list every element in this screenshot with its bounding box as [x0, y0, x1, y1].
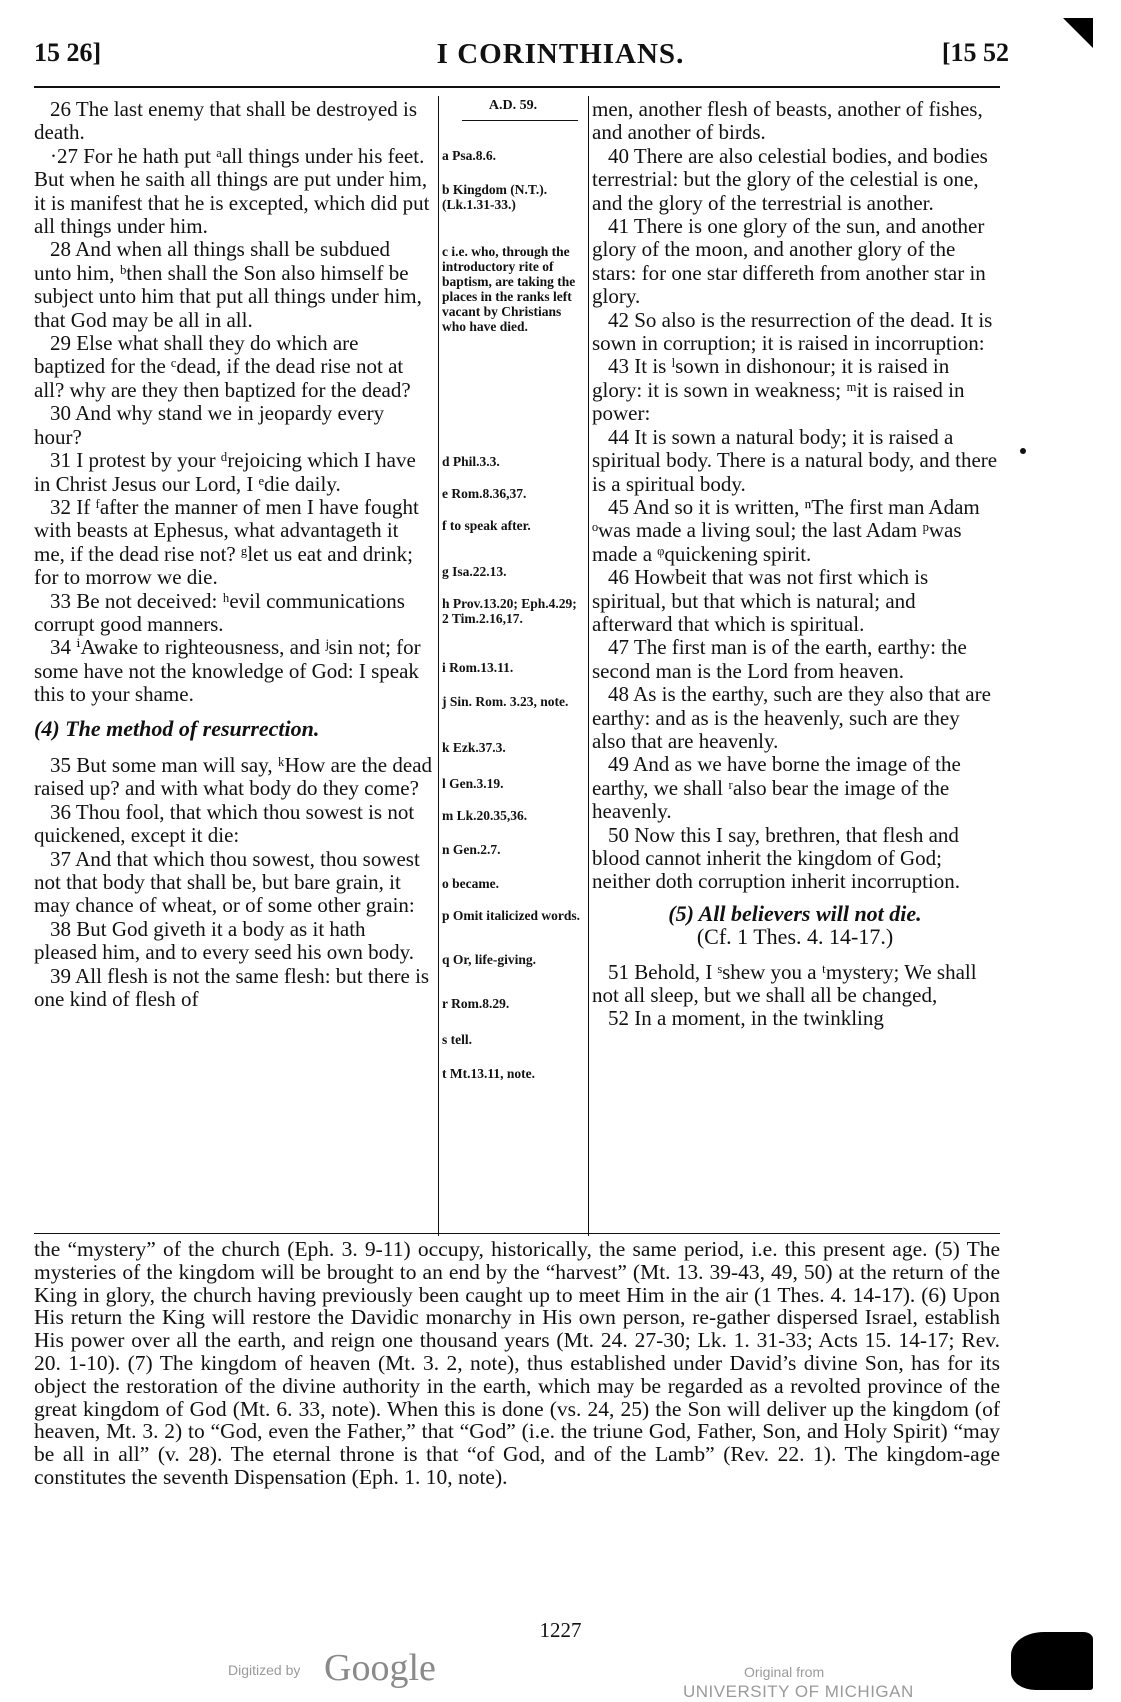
- header-rule: [34, 86, 1000, 88]
- right-column: [592, 98, 998, 1031]
- reference-k: k Ezk.37.3.: [442, 740, 506, 755]
- verse-30: 30 And why stand we in jeopardy every hour?: [34, 401, 385, 449]
- verse-33: 33 Be not deceived: ʰevil communications corrupt good manners.: [34, 588, 405, 636]
- reference-e: e Rom.8.36,37.: [442, 486, 527, 501]
- verse-45: 45 And so it is written, ⁿThe first man Adam ᵒwas made a living soul; the last Adam ᵖwas made a ᵠquickening spirit.: [592, 494, 980, 566]
- section-heading-5: [592, 902, 998, 949]
- verse-47: 47 The first man is of the earth, earthy: the second man is the Lord from heaven.: [592, 635, 967, 683]
- verse-39: 39 All flesh is not the same flesh: but there is one kind of flesh of: [34, 963, 430, 1012]
- verse-34: 34 ⁱAwake to righteousness, and ʲsin not; for some have not the knowledge of God: I speak this to your shame.: [34, 635, 421, 707]
- reference-f: f to speak after.: [442, 518, 531, 533]
- verse-50: 50 Now this I say, brethren, that flesh and blood cannot inherit the kingdom of God; neither doth corruption inherit incorruption.: [592, 822, 960, 894]
- reference-s: s tell.: [442, 1032, 472, 1047]
- reference-j: j Sin. Rom. 3.23, note.: [442, 694, 569, 709]
- verse-42: 42 So also is the resurrection of the dead. It is sown in corruption; it is raised in incorruption:: [592, 307, 993, 356]
- section-heading-5-ref: (Cf. 1 Thes. 4. 14-17.): [696, 924, 894, 950]
- reference-r: r Rom.8.29.: [442, 996, 510, 1011]
- section-heading-5-title: [592, 902, 998, 925]
- google-logo: Google: [324, 1647, 436, 1689]
- reference-date: A.D. 59.: [488, 98, 538, 113]
- verse-32: 32 If ᶠafter the manner of men I have fought with beasts at Ephesus, what advantageth it me, if the dead rise not? ᵍlet us eat and drink; for to morrow we die.: [34, 494, 419, 590]
- footnote-text: the “mystery” of the church (Eph. 3. 9-11) occupy, historically, the same period, i.e. this present age. (5) The mysteries of the kingdom will be brought to an end by the “harvest” (Mt. 13. 39-43, 49, 50) at the return of the King in glory, the church having previously been caught up to meet Him in the air (1 Thes. 4. 14-17). (6) Upon His return the King will restore the Davidic monarchy in His own person, re-gather dispersed Israel, establish His power over all the earth, and reign one thousand years (Mt. 24. 27-30; Lk. 1. 31-33; Acts 15. 14-17; Rev. 20. 1-10). (7) The kingdom of heaven (Mt. 3. 2, note), thus established under David’s divine Son, has for its object the restoration of the divine authority in the earth, which may be regarded as a revolted province of the great kingdom of God (Mt. 6. 33, note). When this is done (vs. 24, 25) the Son will deliver up the kingdom (of heaven, Mt. 3. 2) to “God, even the Father,” that “God” (i.e. the triune God, Father, Son, and Holy Spirit) “may be all in all” (v. 28). The eternal throne is that “of God, and of the Lamb” (Rev. 22. 1). The kingdom-age constitutes the seventh Dispensation (Eph. 1. 10, note).: [34, 1237, 1000, 1489]
- reference-m: m Lk.20.35,36.: [442, 808, 528, 823]
- original-from-label: Original from: [744, 1664, 825, 1680]
- reference-c: c i.e. who, through the introductory rite of baptism, are taking the places in the ranks left vacant by Christians who have died.: [442, 244, 576, 334]
- reference-n: n Gen.2.7.: [442, 842, 501, 857]
- verse-44: 44 It is sown a natural body; it is raised a spiritual body. There is a natural body, and there is a spiritual body.: [592, 424, 998, 496]
- verse-28: 28 And when all things shall be subdued unto him, ᵇthen shall the Son also himself be subject unto him that put all things under him, that God may be all in all.: [34, 237, 422, 332]
- section-heading-5-title-text: (5) All believers will not die.: [668, 900, 922, 926]
- reference-g: g Isa.22.13.: [442, 564, 507, 579]
- header-right-ref: [15 52: [941, 38, 1009, 67]
- digitized-by-label: Digitized by: [228, 1662, 301, 1678]
- verse-39-continuation: men, another flesh of beasts, another of fishes, and another of birds.: [592, 97, 983, 145]
- reference-head-rule: [462, 120, 578, 121]
- column-divider-left: [438, 96, 439, 1236]
- verse-26: 26 The last enemy that shall be destroyed is death.: [34, 97, 418, 145]
- reference-q: q Or, life-giving.: [442, 952, 537, 967]
- library-name: UNIVERSITY OF MICHIGAN: [683, 1682, 914, 1701]
- verse-46: 46 Howbeit that was not first which is spiritual, but that which is natural; and afterward that which is spiritual.: [592, 565, 929, 636]
- reference-o: o became.: [442, 876, 499, 891]
- section-heading-4: [34, 717, 432, 740]
- header-left-ref: 15 26]: [34, 38, 102, 67]
- footnote: [34, 1238, 1000, 1489]
- column-divider-right: [588, 96, 589, 1236]
- page-title: I CORINTHIANS.: [436, 38, 685, 70]
- verse-36: 36 Thou fool, that which thou sowest is not quickened, except it die:: [34, 799, 415, 848]
- margin-dot: [1020, 448, 1026, 454]
- reference-i: i Rom.13.11.: [442, 660, 514, 675]
- verse-49: 49 And as we have borne the image of the earthy, we shall ʳalso bear the image of the heavenly.: [592, 752, 961, 824]
- section-heading-4-text: (4) The method of resurrection.: [34, 715, 320, 741]
- footnote-rule: [34, 1233, 1000, 1234]
- verse-38: 38 But God giveth it a body as it hath pleased him, and to every seed his own body.: [34, 916, 415, 965]
- verse-27: ·27 For he hath put ᵃall things under his feet. But when he saith all things are put under him, it is manifest that he is excepted, which did put all things under him.: [34, 143, 430, 239]
- reference-t: t Mt.13.11, note.: [442, 1066, 535, 1081]
- verse-37: 37 And that which thou sowest, thou sowest not that body that shall be, but bare grain, it may chance of wheat, or of some other grain:: [34, 846, 420, 918]
- reference-l: l Gen.3.19.: [442, 776, 504, 791]
- verse-48: 48 As is the earthy, such are they also that are earthy: and as is the heavenly, such are they also that are heavenly.: [592, 682, 991, 753]
- reference-column: [442, 100, 584, 1230]
- reference-h: h Prov.13.20; Eph.4.29; 2 Tim.2.16,17.: [442, 596, 577, 626]
- left-column: [34, 98, 432, 1011]
- verse-29: 29 Else what shall they do which are baptized for the ᶜdead, if the dead rise not at all? why are they then baptized for the dead?: [34, 331, 411, 402]
- reference-p: p Omit italicized words.: [442, 908, 580, 923]
- page-number: 1227: [539, 1618, 582, 1642]
- reference-b: b Kingdom (N.T.). (Lk.1.31-33.): [442, 182, 548, 212]
- reference-d: d Phil.3.3.: [442, 454, 500, 469]
- verse-52: 52 In a moment, in the twinkling: [608, 1006, 884, 1031]
- verse-40: 40 There are also celestial bodies, and bodies terrestrial: but the glory of the celestial is one, and the glory of the terrestrial is another.: [592, 143, 988, 215]
- ink-blot: [1011, 1632, 1093, 1690]
- verse-31: 31 I protest by your ᵈrejoicing which I have in Christ Jesus our Lord, I ᵉdie daily.: [34, 448, 416, 496]
- verse-35: 35 But some man will say, ᵏHow are the dead raised up? and with what body do they come?: [34, 752, 433, 801]
- reference-a: a Psa.8.6.: [442, 148, 496, 163]
- verse-43: 43 It is ˡsown in dishonour; it is raised in glory: it is sown in weakness; ᵐit is raised in power:: [592, 354, 965, 426]
- verse-41: 41 There is one glory of the sun, and another glory of the moon, and another glory of the stars: for one star differeth from another star in glory.: [592, 214, 986, 309]
- verse-51: 51 Behold, I ˢshew you a ᵗmystery; We shall not all sleep, but we shall all be changed,: [592, 959, 977, 1008]
